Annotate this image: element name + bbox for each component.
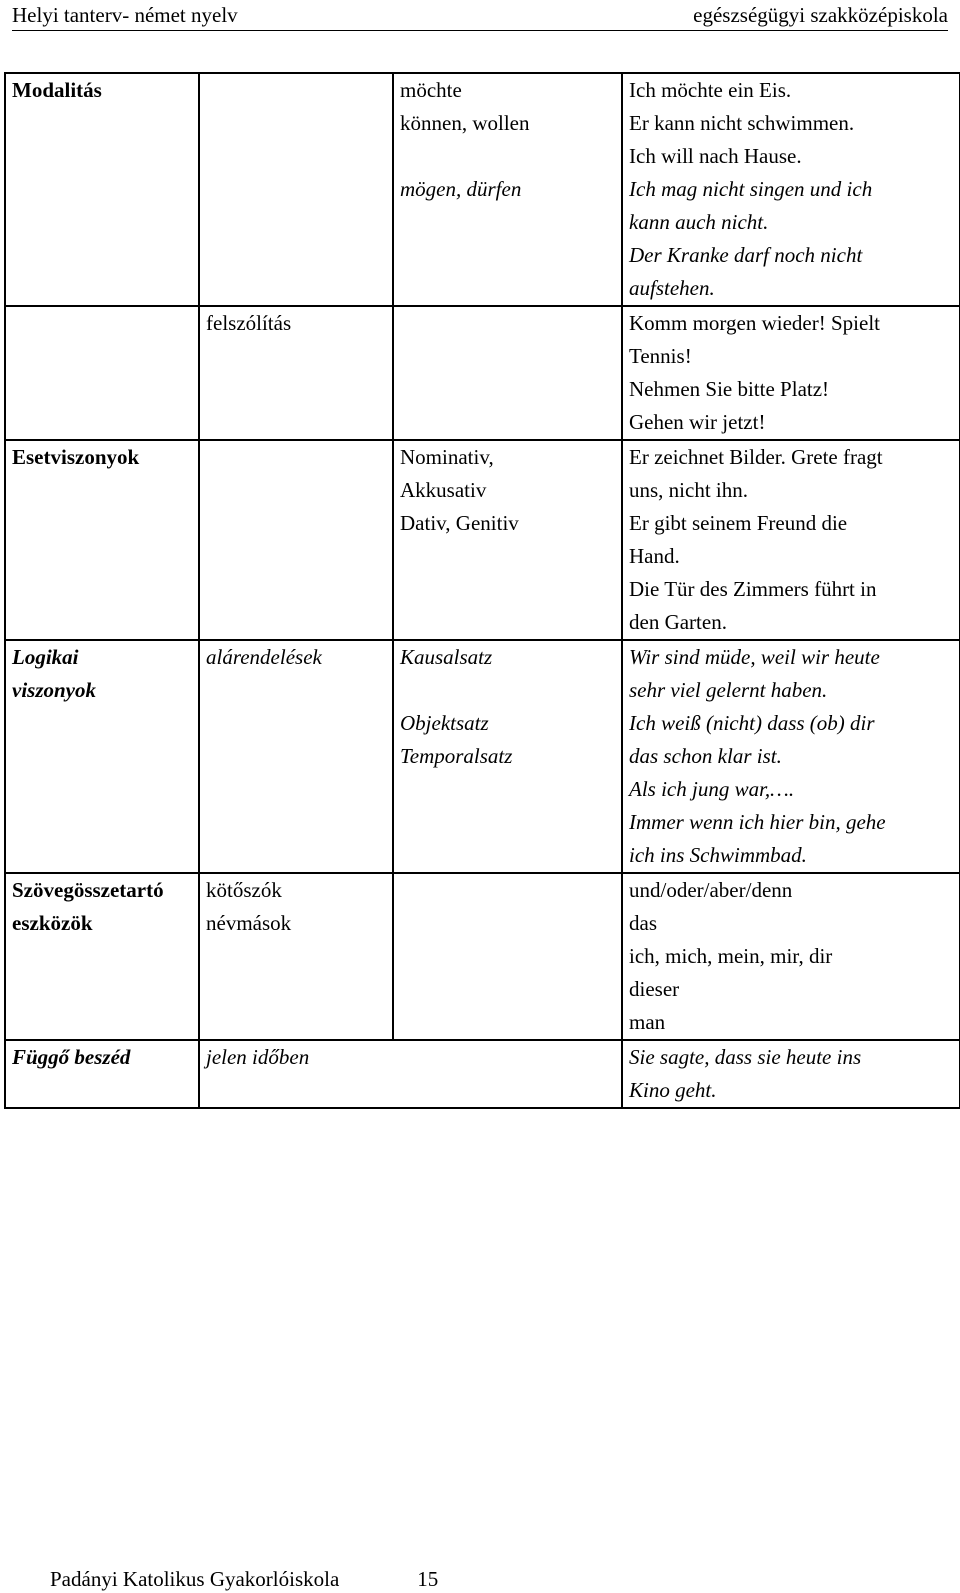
subtopic-cell [199,873,393,1040]
header-right: egészségügyi szakközépiskola [693,3,948,27]
example-cell [622,640,960,873]
page-number: 15 [417,1567,439,1591]
example-line: Hand. [629,544,680,568]
subtopic-label: kötőszók [206,878,282,902]
table-row [5,873,960,1040]
topic-label: Modalitás [12,78,102,102]
example-line: Ich will nach Hause. [629,144,802,168]
subtopic-cell [199,73,393,306]
example-line: Nehmen Sie bitte Platz! [629,377,830,401]
grammar-cell [393,440,622,640]
example-line: Als ich jung war,…. [629,777,795,801]
topic-cell [5,640,199,873]
example-line: Der Kranke darf noch nicht [629,243,863,267]
topic-label: viszonyok [12,678,96,702]
example-line: Sie sagte, dass sie heute ins [629,1045,862,1069]
footer-school: Padányi Katolikus Gyakorlóiskola [50,1567,340,1591]
example-line: den Garten. [629,610,727,634]
example-line: Er kann nicht schwimmen. [629,111,855,135]
subtopic-label: alárendelések [206,645,322,669]
subtopic-cell [199,640,393,873]
topic-label: Függő beszéd [12,1045,131,1069]
example-cell [622,873,960,1040]
page-header [12,0,948,31]
subtopic-cell [199,306,393,440]
topic-label: Logikai [12,645,79,669]
topic-cell [5,306,199,440]
grammar-line: Kausalsatz [400,645,493,669]
example-line: sehr viel gelernt haben. [629,678,828,702]
header-left: Helyi tanterv- német nyelv [12,3,238,27]
table-row [5,306,960,440]
example-line: das [629,911,657,935]
page-footer [50,1565,438,1593]
grammar-line: Objektsatz [400,711,489,735]
example-line: Komm morgen wieder! Spielt [629,311,880,335]
table-row [5,1040,960,1108]
example-line: aufstehen. [629,276,715,300]
topic-cell [5,73,199,306]
grammar-line: mögen, dürfen [400,177,522,201]
topic-cell [5,1040,199,1108]
example-cell [622,73,960,306]
grammar-table [4,72,960,1109]
subtopic-label: névmások [206,911,292,935]
grammar-cell [393,873,622,1040]
subtopic-cell [199,440,393,640]
grammar-line: Temporalsatz [400,744,513,768]
grammar-cell [393,306,622,440]
topic-cell [5,440,199,640]
topic-cell [5,873,199,1040]
example-cell [622,306,960,440]
subtopic-label: jelen időben [206,1045,310,1069]
grammar-line: möchte [400,78,462,102]
example-line: Ich möchte ein Eis. [629,78,792,102]
example-line: Tennis! [629,344,692,368]
example-line: Immer wenn ich hier bin, gehe [629,810,886,834]
example-line: Ich mag nicht singen und ich [629,177,873,201]
grammar-cell [393,640,622,873]
example-line: Wir sind müde, weil wir heute [629,645,880,669]
example-line: Die Tür des Zimmers führt in [629,577,877,601]
example-line: Gehen wir jetzt! [629,410,766,434]
table-row [5,73,960,306]
subtopic-label: felszólítás [206,311,292,335]
example-cell [622,440,960,640]
topic-label: eszközök [12,911,93,935]
example-line: und/oder/aber/denn [629,878,793,902]
example-line: Ich weiß (nicht) dass (ob) dir [629,711,875,735]
grammar-cell [393,73,622,306]
topic-label: Esetviszonyok [12,445,140,469]
example-line: uns, nicht ihn. [629,478,748,502]
example-line: dieser [629,977,680,1001]
example-line: Er gibt seinem Freund die [629,511,848,535]
example-line: man [629,1010,666,1034]
example-line: das schon klar ist. [629,744,782,768]
grammar-line: Nominativ, [400,445,494,469]
table-row [5,640,960,873]
example-line: Er zeichnet Bilder. Grete fragt [629,445,883,469]
example-line: ich ins Schwimmbad. [629,843,807,867]
example-line: ich, mich, mein, mir, dir [629,944,833,968]
example-line: kann auch nicht. [629,210,769,234]
grammar-line: Dativ, Genitiv [400,511,519,535]
grammar-line: können, wollen [400,111,530,135]
topic-label: Szövegösszetartó [12,878,164,902]
subtopic-cell [199,1040,622,1108]
example-cell [622,1040,960,1108]
grammar-line: Akkusativ [400,478,487,502]
example-line: Kino geht. [629,1078,717,1102]
table-row [5,440,960,640]
